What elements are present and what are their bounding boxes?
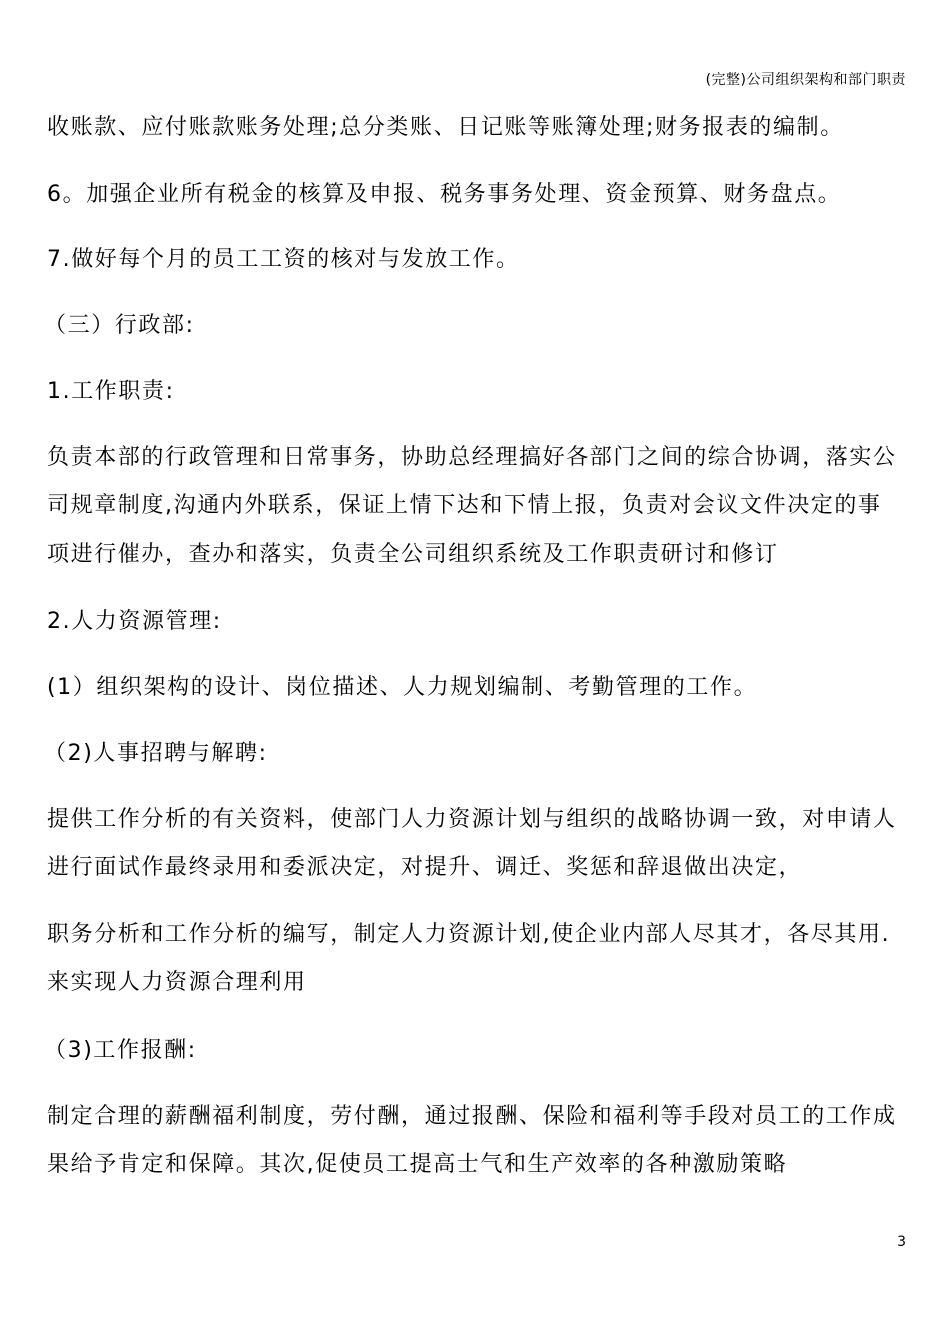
paragraph-line: 收账款、应付账款账务处理;总分类账、日记账等账簿处理;财务报表的编制。 bbox=[47, 115, 844, 140]
page-header: (完整)公司组织架构和部门职责 bbox=[705, 72, 906, 88]
paragraph-line: 项进行催办，查办和落实，负责全公司组织系统及工作职责研讨和修订 bbox=[47, 542, 779, 567]
paragraph-line: 负责本部的行政管理和日常事务，协助总经理搞好各部门之间的综合协调，落实公 bbox=[47, 445, 897, 470]
paragraph-line: 来实现人力资源合理利用 bbox=[47, 970, 307, 995]
paragraph-line: 司规章制度,沟通内外联系，保证上情下达和下情上报，负责对会议文件决定的事 bbox=[47, 493, 882, 518]
subsection-heading: 1.工作职责: bbox=[47, 379, 175, 404]
page-number: 3 bbox=[897, 1234, 906, 1250]
list-item: （2)人事招聘与解聘: bbox=[44, 741, 268, 766]
paragraph-line: 果给予肯定和保障。其次,促使员工提高士气和生产效率的各种激励策略 bbox=[47, 1152, 788, 1177]
list-item: （3)工作报酬: bbox=[44, 1038, 197, 1063]
list-item: (1）组织架构的设计、岗位描述、人力规划编制、考勤管理的工作。 bbox=[47, 675, 758, 700]
paragraph-line: 制定合理的薪酬福利制度，劳付酬，通过报酬、保险和福利等手段对员工的工作成 bbox=[47, 1104, 897, 1129]
paragraph-line: 提供工作分析的有关资料，使部门人力资源计划与组织的战略协调一致，对申请人 bbox=[47, 807, 897, 832]
paragraph-line: 职务分析和工作分析的编写，制定人力资源计划,使企业内部人尽其才，各尽其用. bbox=[47, 922, 891, 947]
paragraph-line: 进行面试作最终录用和委派决定，对提升、调迁、奖惩和辞退做出决定， bbox=[47, 855, 803, 880]
subsection-heading: 2.人力资源管理: bbox=[47, 609, 222, 634]
section-heading: （三）行政部: bbox=[44, 313, 195, 338]
paragraph-line: 6。加强企业所有税金的核算及申报、税务事务处理、资金预算、财务盘点。 bbox=[47, 182, 842, 207]
paragraph-line: 7.做好每个月的员工工资的核对与发放工作。 bbox=[47, 247, 520, 272]
